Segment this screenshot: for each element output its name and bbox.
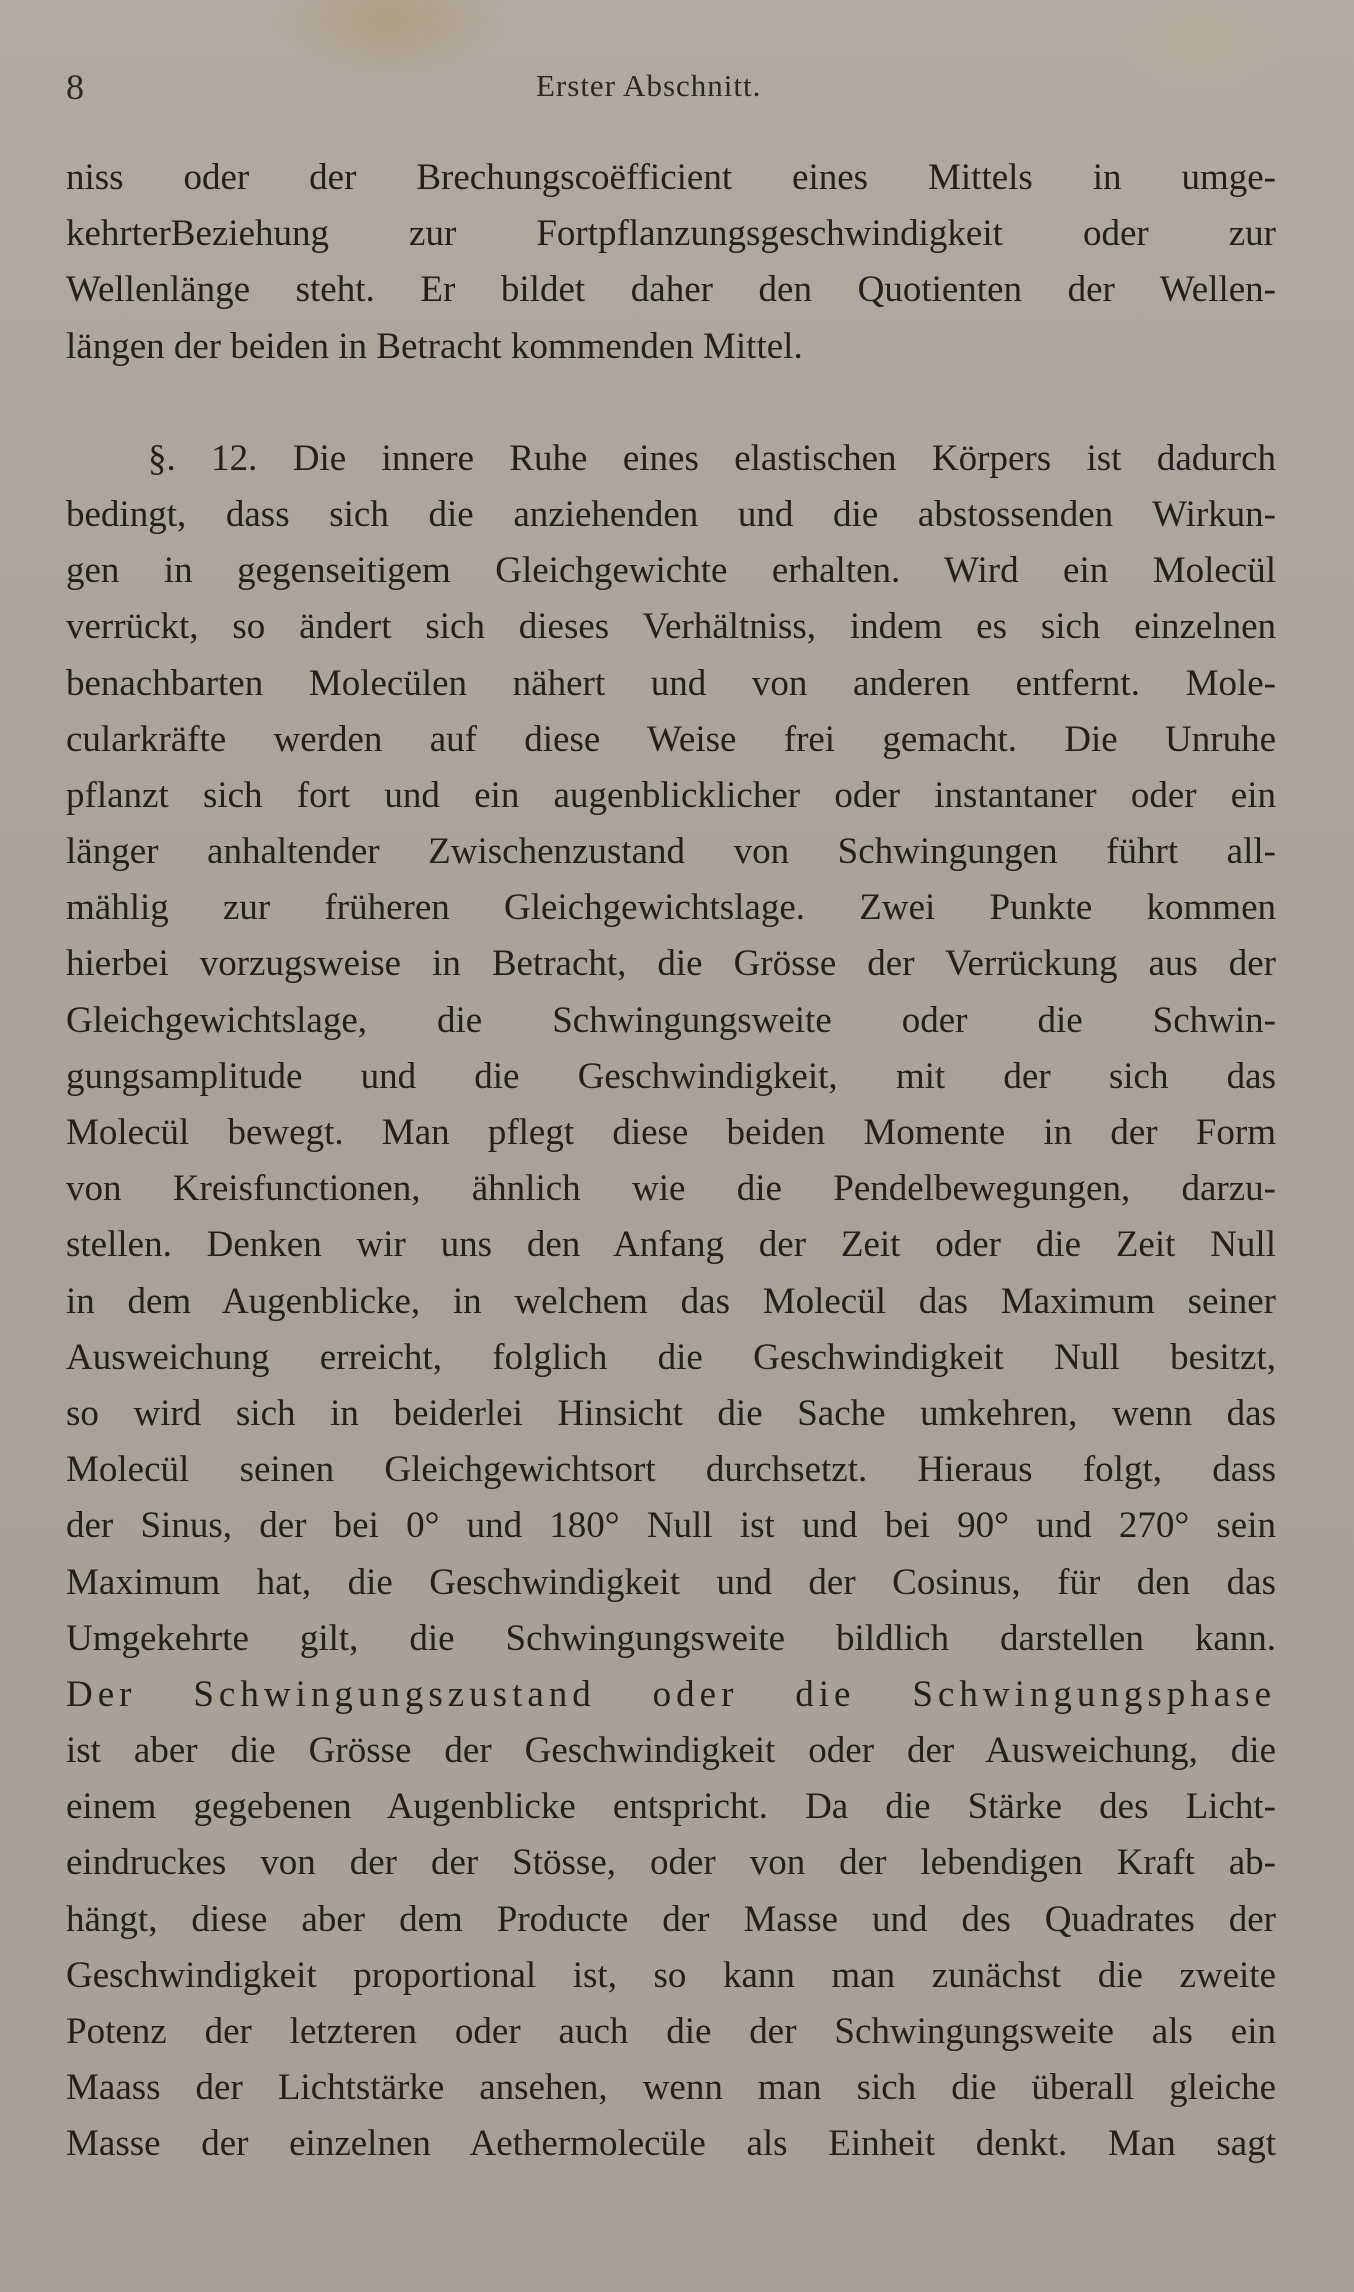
page-number: 8 [66,67,84,107]
paragraph-2-section-12 [66,431,1276,2173]
text-line: Der Schwingungszustand oder die Schwingungsphase [66,1673,1276,1715]
text-line: hierbei vorzugsweise in Betracht, die Grösse der Verrückung aus der [66,943,1276,985]
paragraph-spacer [66,375,1276,431]
text-line: so wird sich in beiderlei Hinsicht die Sache umkehren, wenn das [66,1392,1276,1434]
text-line: in dem Augenblicke, in welchem das Molecül das Maximum seiner [66,1280,1276,1322]
text-line: ist aber die Grösse der Geschwindigkeit oder der Ausweichung, die [66,1730,1276,1772]
text-line: länger anhaltender Zwischenzustand von Schwingungen führt all- [66,831,1276,873]
text-line: Masse der einzelnen Aethermolecüle als Einheit denkt. Man sagt [66,2123,1276,2165]
text-line: kehrterBeziehung zur Fortpflanzungsgeschwindigkeit oder zur [66,213,1276,255]
text-line: bedingt, dass sich die anziehenden und die abstossenden Wirkun- [66,493,1276,535]
paragraph-1 [66,150,1276,375]
text-line: der Sinus, der bei 0° und 180° Null ist und bei 90° und 270° sein [66,1505,1276,1547]
text-line: mählig zur früheren Gleichgewichtslage. Zwei Punkte kommen [66,887,1276,929]
page-header [66,66,1276,110]
text-line: Geschwindigkeit proportional ist, so kann man zunächst die zweite [66,1954,1276,1996]
text-line: Maximum hat, die Geschwindigkeit und der Cosinus, für den das [66,1561,1276,1603]
running-title: Erster Abschnitt. [536,68,762,103]
text-line: einem gegebenen Augenblicke entspricht. Da die Stärke des Licht- [66,1786,1276,1828]
text-line: niss oder der Brechungscoëfficient eines Mittels in umge- [66,157,1276,198]
text-line: eindruckes von der der Stösse, oder von der lebendigen Kraft ab- [66,1842,1276,1884]
text-line: Ausweichung erreicht, folglich die Geschwindigkeit Null besitzt, [66,1336,1276,1378]
text-line: Potenz der letzteren oder auch die der Schwingungsweite als ein [66,2011,1276,2052]
text-line: Molecül bewegt. Man pflegt diese beiden Momente in der Form [66,1112,1276,1153]
text-line: Umgekehrte gilt, die Schwingungsweite bildlich darstellen kann. [66,1617,1276,1659]
text-line: längen der beiden in Betracht kommenden Mittel. [66,325,803,367]
text-line: von Kreisfunctionen, ähnlich wie die Pendelbewegungen, darzu- [66,1168,1276,1210]
text-line: benachbarten Molecülen nähert und von anderen entfernt. Mole- [66,662,1276,704]
text-line: Molecül seinen Gleichgewichtsort durchsetzt. Hieraus folgt, dass [66,1449,1276,1491]
text-line: §. 12. Die innere Ruhe eines elastischen Körpers ist dadurch [148,437,1276,479]
text-line: Wellenlänge steht. Er bildet daher den Quotienten der Wellen- [66,269,1276,311]
text-line: pflanzt sich fort und ein augenblicklicher oder instantaner oder ein [66,774,1276,816]
body-text [66,150,1276,2173]
text-line: stellen. Denken wir uns den Anfang der Zeit oder die Zeit Null [66,1224,1276,1266]
text-line: hängt, diese aber dem Producte der Masse und des Quadrates der [66,1898,1276,1940]
text-line: verrückt, so ändert sich dieses Verhältniss, indem es sich einzelnen [66,606,1276,648]
text-line: Maass der Lichtstärke ansehen, wenn man sich die überall gleiche [66,2067,1276,2109]
text-line: Gleichgewichtslage, die Schwingungsweite oder die Schwin- [66,999,1276,1041]
text-line: cularkräfte werden auf diese Weise frei gemacht. Die Unruhe [66,718,1276,760]
text-line: gungsamplitude und die Geschwindigkeit, mit der sich das [66,1055,1276,1097]
text-line: gen in gegenseitigem Gleichgewichte erhalten. Wird ein Molecül [66,550,1276,592]
